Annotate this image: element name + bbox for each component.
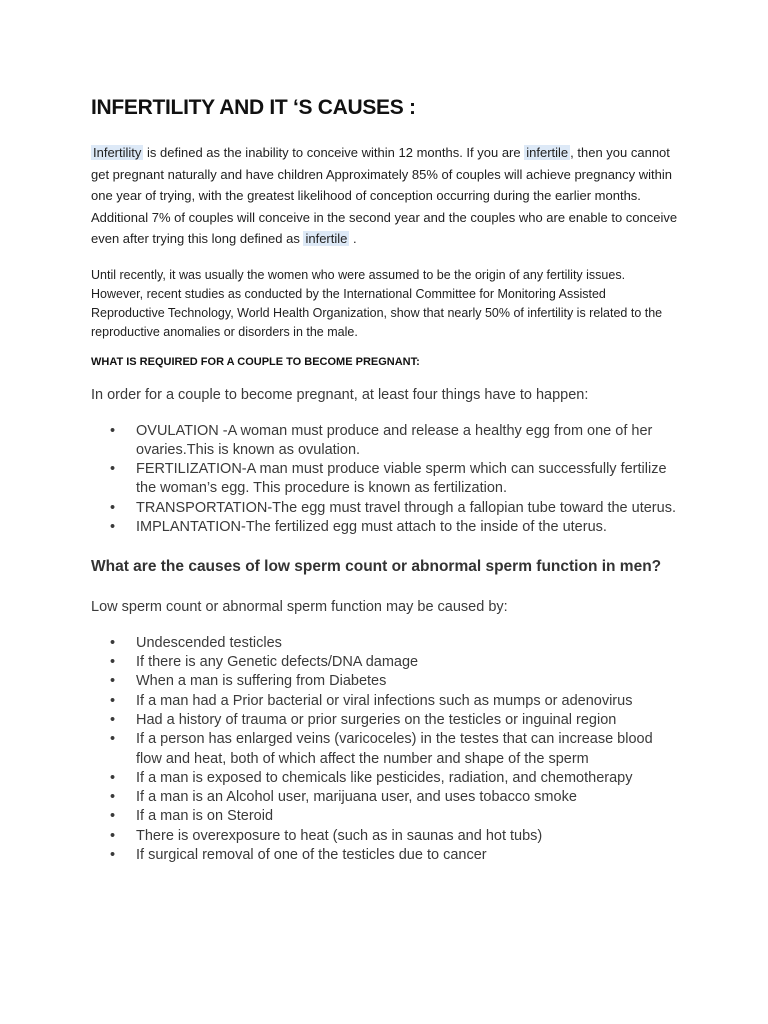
highlighted-term: Infertility	[93, 145, 142, 160]
definition-paragraph	[91, 142, 678, 250]
text-span: .	[349, 231, 357, 246]
causes-list	[91, 634, 678, 866]
list-item: • If surgical removal of one of the testicles due to cancer	[91, 846, 678, 865]
list-item: • FERTILIZATION-A man must produce viable sperm which can successfully fertilize the woman’s egg. This procedure is known as fertilization.	[91, 460, 678, 499]
steps-list	[91, 422, 678, 538]
section-subheading: WHAT IS REQUIRED FOR A COUPLE TO BECOME PREGNANT:	[91, 355, 420, 368]
document-title: INFERTILITY AND IT ‘S CAUSES :	[91, 96, 416, 119]
list-item: • When a man is suffering from Diabetes	[91, 672, 678, 691]
steps-intro: In order for a couple to become pregnant, at least four things have to happen:	[91, 386, 589, 403]
list-item: • OVULATION -A woman must produce and release a healthy egg from one of her ovaries.This is known as ovulation.	[91, 422, 678, 461]
research-paragraph: Until recently, it was usually the women who were assumed to be the origin of any fertility issues. However, recent studies as conducted by the International Committee for Monitoring Assisted Reproductive Technology, World Health Organization, show that nearly 50% of infertility is related to the reproductive anomalies or disorders in the male.	[91, 267, 663, 339]
list-item: • If a man is an Alcohol user, marijuana user, and uses tobacco smoke	[91, 788, 678, 807]
causes-heading: What are the causes of low sperm count or abnormal sperm function in men?	[91, 558, 662, 576]
text-span: , then you cannot get pregnant naturally and have children Approximately 85% of couples will achieve pregnancy within one year of trying, with the greatest likelihood of conception occurring during the earlier months. Additional 7% of couples will conceive in the second year and the couples who are enable to conceive even after trying this long defined as	[91, 145, 678, 246]
list-item: • If a man is on Steroid	[91, 807, 678, 826]
text-span: is defined as the inability to conceive within 12 months. If you are	[143, 145, 525, 160]
highlighted-term: infertile	[526, 145, 569, 160]
list-item: • If a person has enlarged veins (varicoceles) in the testes that can increase blood flow and heat, both of which affect the number and shape of the sperm	[91, 730, 678, 769]
list-item: • Undescended testicles	[91, 634, 678, 653]
list-item: • If there is any Genetic defects/DNA damage	[91, 653, 678, 672]
list-item: • TRANSPORTATION-The egg must travel through a fallopian tube toward the uterus.	[91, 499, 678, 518]
list-item: • There is overexposure to heat (such as in saunas and hot tubs)	[91, 827, 678, 846]
causes-intro: Low sperm count or abnormal sperm function may be caused by:	[91, 598, 508, 615]
list-item: • If a man had a Prior bacterial or viral infections such as mumps or adenovirus	[91, 692, 678, 711]
list-item: • If a man is exposed to chemicals like pesticides, radiation, and chemotherapy	[91, 769, 678, 788]
list-item: • IMPLANTATION-The fertilized egg must attach to the inside of the uterus.	[91, 518, 678, 537]
list-item: • Had a history of trauma or prior surgeries on the testicles or inguinal region	[91, 711, 678, 730]
highlighted-term: infertile	[305, 231, 348, 246]
